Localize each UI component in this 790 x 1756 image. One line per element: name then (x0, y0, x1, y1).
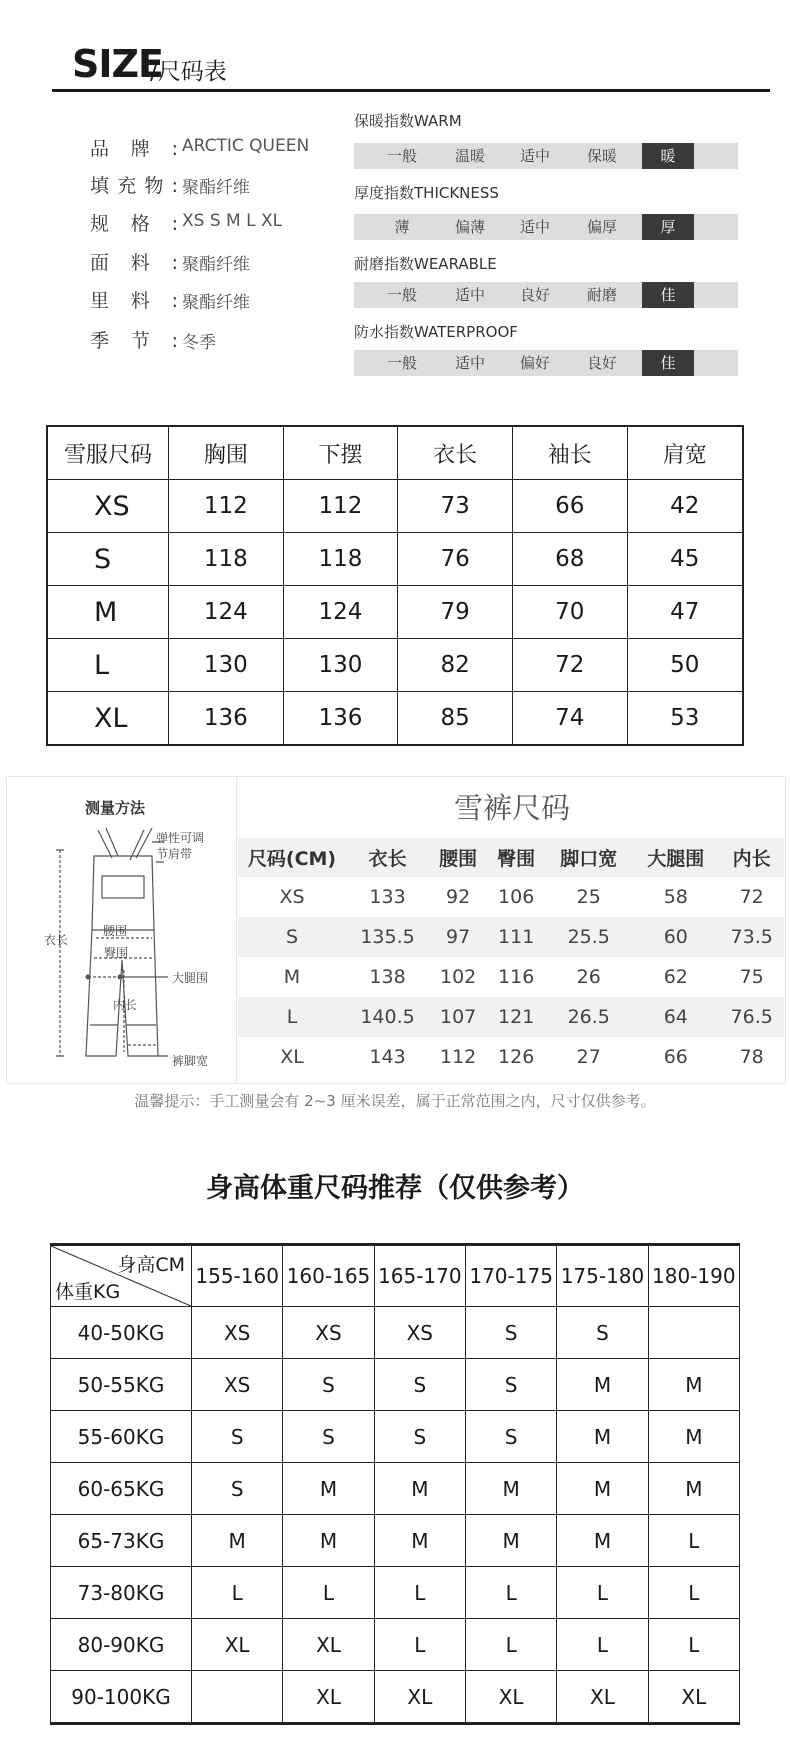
wearable-option: 耐磨 (586, 286, 617, 304)
column-header: 衣长 (346, 838, 429, 877)
table-cell: 73 (398, 480, 513, 533)
thickness-option: 适中 (519, 218, 550, 236)
table-header-row (47, 426, 743, 480)
size-cell: L (648, 1567, 739, 1619)
waterproof-option: 一般 (386, 354, 417, 372)
waterproof-index-title: 防水指数WATERPROOF (354, 323, 518, 341)
table-cell: 62 (663, 966, 688, 988)
table-cell: 116 (498, 966, 535, 988)
thickness-option: 薄 (394, 218, 410, 236)
size-cell: S (192, 1463, 283, 1515)
warmth-option: 温暖 (454, 147, 485, 165)
size-cell: S (238, 917, 346, 957)
size-cell: XS (279, 886, 305, 908)
table-row (238, 917, 784, 957)
size-cell: XS (47, 480, 169, 533)
column-header: 腰围 (429, 838, 487, 877)
height-header: 175-180 (557, 1245, 648, 1307)
height-weight-table (50, 1243, 740, 1725)
info-value-season: 冬季 (182, 333, 216, 353)
column-header: 大腿围 (632, 838, 719, 877)
measurement-tip: 温馨提示：手工测量会有 2~3 厘米误差，属于正常范围之内，尺寸仅供参考。 (134, 1092, 656, 1110)
weight-cell: 65-73KG (51, 1515, 192, 1567)
table-row (238, 1037, 784, 1077)
size-cell: L (557, 1567, 648, 1619)
size-cell: M (557, 1463, 648, 1515)
size-cell: XL (192, 1619, 283, 1671)
table-cell: 66 (663, 1046, 688, 1068)
table-cell: 76.5 (719, 997, 784, 1037)
size-cell: XL (283, 1671, 374, 1724)
info-value-spec: XS S M L XL (182, 211, 283, 231)
table-cell: 130 (169, 639, 284, 692)
warmth-index-bar (354, 143, 738, 169)
table-cell: 60 (632, 917, 719, 957)
table-cell: 124 (169, 586, 284, 639)
waterproof-index-bar (354, 350, 738, 376)
thickness-index-bar (354, 214, 738, 240)
column-header: 肩宽 (627, 426, 743, 480)
table-cell: 75 (739, 966, 764, 988)
table-cell: 135.5 (346, 917, 429, 957)
table-cell: 53 (627, 692, 743, 746)
size-chart-subtitle: /尺码表 (150, 59, 227, 85)
size-cell: XS (192, 1307, 283, 1359)
size-cell: L (465, 1567, 556, 1619)
table-row (51, 1671, 740, 1724)
size-cell: M (648, 1359, 739, 1411)
thickness-option: 偏薄 (454, 218, 485, 236)
table-cell: 42 (627, 480, 743, 533)
waterproof-option-active: 佳 (642, 350, 694, 376)
size-cell: XL (648, 1671, 739, 1724)
hem-label: 裤脚宽 (172, 1054, 209, 1068)
table-row (51, 1463, 740, 1515)
size-cell: L (283, 1567, 374, 1619)
thigh-label: 大腿围 (172, 971, 209, 985)
size-cell: XS (374, 1307, 465, 1359)
size-cell: S (283, 1411, 374, 1463)
table-cell: 102 (439, 966, 477, 988)
length-label: 衣长 (44, 933, 69, 947)
table-cell: 47 (627, 586, 743, 639)
size-cell: L (648, 1619, 739, 1671)
wearable-option: 一般 (386, 286, 417, 304)
thickness-option: 偏厚 (586, 218, 617, 236)
table-cell: 133 (369, 886, 406, 908)
warmth-index-title: 保暖指数WARM (354, 112, 462, 130)
weight-cell: 60-65KG (51, 1463, 192, 1515)
height-header: 160-165 (283, 1245, 374, 1307)
table-row (47, 639, 743, 692)
column-header: 衣长 (398, 426, 513, 480)
height-weight-title: 身高体重尺码推荐（仅供参考） (206, 1173, 584, 1204)
size-cell: M (465, 1515, 556, 1567)
table-cell: 112 (283, 480, 398, 533)
height-axis-label: 身高CM (117, 1254, 185, 1276)
thickness-option-active: 厚 (642, 214, 694, 240)
size-cell (648, 1307, 739, 1359)
weight-cell: 40-50KG (51, 1307, 192, 1359)
size-cell: M (648, 1463, 739, 1515)
size-cell: XL (374, 1671, 465, 1724)
info-label-spec: 规格: (90, 213, 178, 235)
size-cell: S (557, 1307, 648, 1359)
table-cell: 58 (663, 886, 688, 908)
size-cell: L (465, 1619, 556, 1671)
size-cell: XL (280, 1046, 304, 1068)
warmth-option: 适中 (519, 147, 550, 165)
size-cell: S (374, 1411, 465, 1463)
table-cell: 126 (498, 1046, 535, 1068)
info-label-filling: 填充物: (90, 175, 178, 197)
table-cell: 45 (627, 533, 743, 586)
table-cell: 82 (398, 639, 513, 692)
table-row (51, 1619, 740, 1671)
waterproof-option: 适中 (454, 354, 485, 372)
info-label-lining: 里料: (90, 290, 178, 312)
table-cell: 25 (576, 886, 601, 908)
size-cell: S (465, 1307, 556, 1359)
warmth-option-active: 暖 (642, 143, 694, 169)
table-cell: 112 (439, 1046, 477, 1068)
table-cell: 136 (283, 692, 398, 746)
column-header: 脚口宽 (545, 838, 632, 877)
column-header: 内长 (719, 838, 784, 877)
table-cell: 118 (283, 533, 398, 586)
wearable-option-active: 佳 (642, 282, 694, 308)
table-cell: 118 (169, 533, 284, 586)
size-cell: M (283, 966, 301, 988)
size-cell: XS (192, 1359, 283, 1411)
strap-label-2: 节肩带 (156, 847, 193, 861)
size-cell: M (374, 1463, 465, 1515)
table-cell: 74 (512, 692, 627, 746)
thickness-index-title: 厚度指数THICKNESS (354, 184, 499, 202)
table-cell: 97 (429, 917, 487, 957)
corner-header (51, 1245, 192, 1307)
table-cell: 106 (498, 886, 535, 908)
size-cell: L (47, 639, 169, 692)
warmth-option: 保暖 (586, 147, 617, 165)
table-cell: 112 (169, 480, 284, 533)
table-cell: 73.5 (719, 917, 784, 957)
size-cell: S (465, 1411, 556, 1463)
weight-axis-label: 体重KG (55, 1281, 121, 1303)
weight-cell: 55-60KG (51, 1411, 192, 1463)
size-cell: XL (283, 1619, 374, 1671)
table-cell: 121 (487, 997, 545, 1037)
table-cell: 107 (429, 997, 487, 1037)
wearable-index-title: 耐磨指数WEARABLE (354, 255, 497, 273)
table-cell: 124 (283, 586, 398, 639)
pants-size-table (238, 838, 784, 1077)
table-header-row (51, 1245, 740, 1307)
table-cell: 25.5 (545, 917, 632, 957)
table-cell: 136 (169, 692, 284, 746)
waist-label: 腰围 (103, 924, 128, 938)
table-cell: 66 (512, 480, 627, 533)
strap-label: 弹性可调 (156, 831, 205, 845)
table-cell: 140.5 (346, 997, 429, 1037)
table-cell: 26.5 (545, 997, 632, 1037)
table-row (47, 533, 743, 586)
table-row (238, 957, 784, 997)
corner-cell (51, 1246, 191, 1306)
size-cell: L (374, 1567, 465, 1619)
warmth-option: 一般 (386, 147, 417, 165)
weight-cell: 50-55KG (51, 1359, 192, 1411)
table-row (47, 480, 743, 533)
column-header: 袖长 (512, 426, 627, 480)
waterproof-option: 偏好 (519, 354, 550, 372)
size-cell: L (557, 1619, 648, 1671)
pants-size-title: 雪裤尺码 (453, 791, 570, 825)
table-cell: 138 (369, 966, 406, 988)
wearable-option: 适中 (454, 286, 485, 304)
size-cell: L (374, 1619, 465, 1671)
table-row (47, 586, 743, 639)
weight-cell: 80-90KG (51, 1619, 192, 1671)
size-cell: XS (283, 1307, 374, 1359)
table-cell: 72 (512, 639, 627, 692)
height-header: 170-175 (465, 1245, 556, 1307)
size-cell: M (47, 586, 169, 639)
column-header: 胸围 (169, 426, 284, 480)
column-header: 下摆 (283, 426, 398, 480)
table-row (51, 1567, 740, 1619)
height-header: 180-190 (648, 1245, 739, 1307)
size-heading: SIZE (72, 42, 164, 86)
size-cell: S (283, 1359, 374, 1411)
height-header: 155-160 (192, 1245, 283, 1307)
size-cell: S (192, 1411, 283, 1463)
size-cell: M (283, 1515, 374, 1567)
wearable-index-bar (354, 282, 738, 308)
info-value-filling: 聚酯纤维 (182, 178, 250, 198)
table-cell: 111 (487, 917, 545, 957)
size-cell: M (557, 1359, 648, 1411)
size-cell (192, 1671, 283, 1724)
table-cell: 78 (739, 1046, 764, 1068)
height-header: 165-170 (374, 1245, 465, 1307)
table-row (51, 1307, 740, 1359)
info-label-brand: 品牌: (90, 138, 178, 160)
table-row (51, 1515, 740, 1567)
wearable-option: 良好 (519, 286, 550, 304)
snowsuit-size-table (46, 425, 744, 746)
size-cell: M (557, 1515, 648, 1567)
table-cell: 70 (512, 586, 627, 639)
measurement-title: 测量方法 (85, 799, 146, 817)
size-cell: S (47, 533, 169, 586)
info-label-fabric: 面料: (90, 252, 178, 274)
table-cell: 92 (446, 886, 471, 908)
table-cell: 79 (398, 586, 513, 639)
header-divider (52, 89, 770, 92)
size-cell: XL (465, 1671, 556, 1724)
table-row (47, 692, 743, 746)
column-header: 尺码(CM) (238, 838, 346, 877)
table-cell: 26 (576, 966, 601, 988)
size-cell: L (238, 997, 346, 1037)
size-cell: M (283, 1463, 374, 1515)
table-cell: 76 (398, 533, 513, 586)
size-cell: XL (47, 692, 169, 746)
size-cell: L (192, 1567, 283, 1619)
info-label-season: 季节: (90, 330, 178, 352)
info-value-lining: 聚酯纤维 (182, 293, 250, 313)
table-row (51, 1359, 740, 1411)
size-cell: XL (557, 1671, 648, 1724)
table-cell: 64 (632, 997, 719, 1037)
waterproof-option: 良好 (586, 354, 617, 372)
table-cell: 130 (283, 639, 398, 692)
table-cell: 85 (398, 692, 513, 746)
table-cell: 27 (576, 1046, 601, 1068)
size-cell: M (465, 1463, 556, 1515)
weight-cell: 73-80KG (51, 1567, 192, 1619)
size-cell: S (465, 1359, 556, 1411)
table-row (238, 877, 784, 917)
table-cell: 72 (739, 886, 764, 908)
inseam-label: 内长 (113, 998, 138, 1012)
weight-cell: 90-100KG (51, 1671, 192, 1724)
size-cell: S (374, 1359, 465, 1411)
column-header: 雪服尺码 (47, 426, 169, 480)
table-row (51, 1411, 740, 1463)
table-row (238, 997, 784, 1037)
info-value-brand: ARCTIC QUEEN (182, 136, 310, 156)
table-cell: 50 (627, 639, 743, 692)
size-cell: M (192, 1515, 283, 1567)
info-value-fabric: 聚酯纤维 (182, 255, 250, 275)
table-cell: 143 (369, 1046, 406, 1068)
table-header-row (238, 838, 784, 877)
size-cell: L (648, 1515, 739, 1567)
hip-label: 臀围 (104, 946, 129, 960)
size-cell: M (557, 1411, 648, 1463)
column-header: 臀围 (487, 838, 545, 877)
size-cell: M (648, 1411, 739, 1463)
table-cell: 68 (512, 533, 627, 586)
size-cell: M (374, 1515, 465, 1567)
